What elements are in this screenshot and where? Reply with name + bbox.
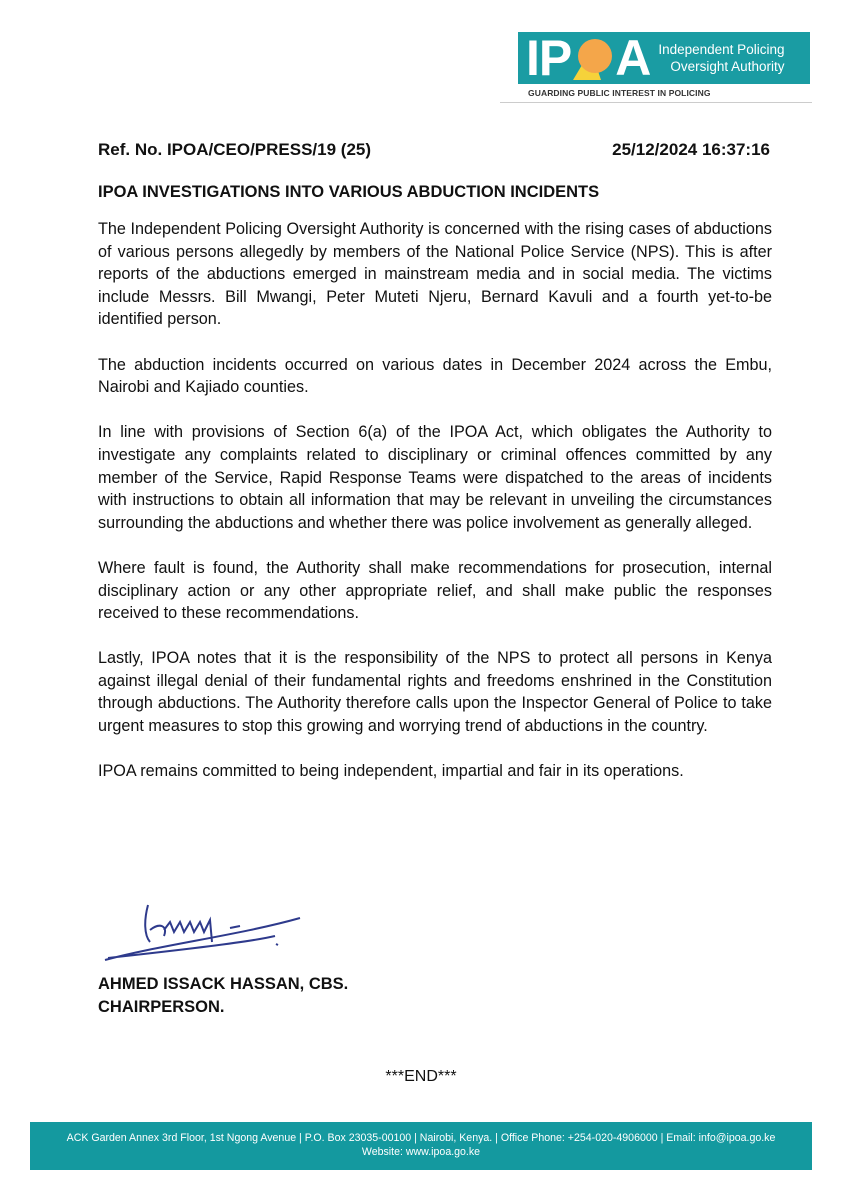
- footer-address: ACK Garden Annex 3rd Floor, 1st Ngong Avenue | P.O. Box 23035-00100 | Nairobi, Kenya. | Office Phone: +254-020-4906000 | Email: info@ipoa.go.ke: [66, 1132, 776, 1144]
- end-marker: ***END***: [385, 1068, 457, 1085]
- org-name: [658, 41, 784, 75]
- reference-row: [98, 140, 770, 160]
- press-title: IPOA INVESTIGATIONS INTO VARIOUS ABDUCTION INCIDENTS: [98, 183, 600, 201]
- paragraph: The Independent Policing Oversight Authority is concerned with the rising cases of abductions of various persons allegedly by members of the National Police Service (NPS). This is after reports of the abductions emerged in mainstream media and in social media. The victims include Messrs. Bill Mwangi, Peter Muteti Njeru, Bernard Kavuli and a fourth yet-to-be identified person.: [98, 220, 772, 329]
- paragraph: In line with provisions of Section 6(a) of the IPOA Act, which obligates the Authority to investigate any complaints related to disciplinary or criminal offences committed by any member of the Service, Rapid Response Teams were dispatched to the areas of incidents with instructions to obtain all information that may be relevant in unveiling the circumstances surrounding the abductions and whether there was police involvement as generally alleged.: [98, 423, 772, 532]
- date-time: 25/12/2024 16:37:16: [612, 140, 770, 159]
- paragraph: Lastly, IPOA notes that it is the responsibility of the NPS to protect all persons in Kenya against illegal denial of their fundamental rights and freedoms enshrined in the Constitution through abductions. The Authority therefore calls upon the Inspector General of Police to take urgent measures to stop this growing and worrying trend of abductions in the country.: [98, 649, 772, 736]
- org-name-line2: Oversight Authority: [670, 59, 785, 74]
- signatory: [98, 973, 348, 1019]
- header-divider: [500, 102, 812, 103]
- logo-mark: IP A: [526, 30, 651, 86]
- signatory-name: AHMED ISSACK HASSAN, CBS.: [98, 975, 349, 993]
- org-name-line1: Independent Policing: [658, 42, 785, 57]
- ipoa-logo: [518, 32, 810, 84]
- signatory-position: CHAIRPERSON.: [98, 998, 225, 1016]
- paragraph: The abduction incidents occurred on various dates in December 2024 across the Embu, Nairobi and Kajiado counties.: [98, 355, 772, 397]
- footer-website: Website: www.ipoa.go.ke: [361, 1146, 481, 1158]
- paragraph: Where fault is found, the Authority shall make recommendations for prosecution, internal disciplinary action or any other appropriate relief, and shall make public the responses received to these recommendations.: [98, 558, 772, 623]
- tagline: GUARDING PUBLIC INTEREST IN POLICING: [528, 88, 711, 98]
- paragraph: IPOA remains committed to being independent, impartial and fair in its operations.: [98, 762, 684, 781]
- footer: [30, 1122, 812, 1170]
- reference-number: Ref. No. IPOA/CEO/PRESS/19 (25): [98, 140, 372, 159]
- logo-sun-icon: [571, 36, 615, 80]
- press-body: [98, 218, 772, 805]
- signature: [100, 900, 310, 965]
